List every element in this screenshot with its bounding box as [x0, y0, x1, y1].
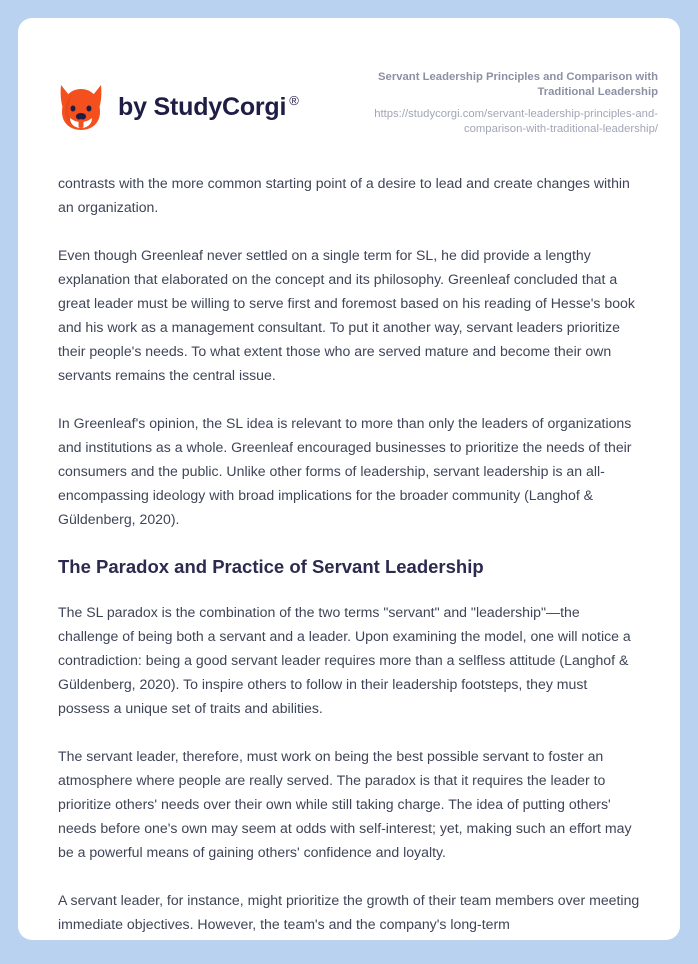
paragraph: The servant leader, therefore, must work on being the best possible servant to foster an atmosphere where people are really served. The paradox is that it requires the leader to prioritize others' needs over their own while still taking charge. The idea of putting others' needs before one's own may seem at odds with self-interest; yet, making such an effort may be a powerful means of gaining others' confidence and loyalty. — [58, 747, 632, 860]
registered-trademark-icon: ® — [289, 92, 299, 108]
paragraph: A servant leader, for instance, might prioritize the growth of their team members over meeting immediate objectives. However, the team's and the company's long-term — [58, 891, 640, 932]
brand-wordmark-text: by StudyCorgi — [118, 92, 287, 121]
document-title: Servant Leadership Principles and Comparison with Traditional Leadership — [378, 71, 658, 99]
corgi-face-icon — [58, 82, 104, 132]
brand-wordmark — [118, 93, 299, 122]
document-page-card — [18, 18, 680, 940]
document-header — [18, 18, 680, 137]
paragraph: The SL paradox is the combination of the two terms "servant" and "leadership"—the challenge of being both a servant and a leader. Upon examining the model, one will notice a contradiction: being a good servant leader requires more than a selfless attitude (Langhof & Güldenberg, 2020). To inspire others to follow in their leadership footsteps, they must possess a unique set of traits and abilities. — [58, 603, 631, 716]
paragraph: contrasts with the more common starting point of a desire to lead and create changes within an organization. — [58, 175, 630, 215]
document-meta — [328, 66, 658, 137]
paragraph: In Greenleaf's opinion, the SL idea is relevant to more than only the leaders of organizations and institutions as a whole. Greenleaf encouraged businesses to prioritize the needs of their consumers and the public. Unlike other forms of leadership, servant leadership is an all-encompassing ideology with broad implications for the broader community (Langhof & Güldenberg, 2020). — [58, 415, 632, 527]
section-heading: The Paradox and Practice of Servant Leadership — [58, 556, 484, 577]
document-source-url: https://studycorgi.com/servant-leadership-principles-and-comparison-with-traditional-leadership/ — [374, 107, 658, 135]
article-body — [18, 137, 680, 936]
paragraph: Even though Greenleaf never settled on a single term for SL, he did provide a lengthy explanation that elaborated on the concept and its philosophy. Greenleaf concluded that a great leader must be willing to serve first and foremost based on his reading of Hesse's book and his work as a management consultant. To put it another way, servant leaders prioritize their people's needs. To what extent those who are served mature and become their own servants remains the central issue. — [58, 247, 635, 383]
brand-lockup — [58, 66, 299, 132]
